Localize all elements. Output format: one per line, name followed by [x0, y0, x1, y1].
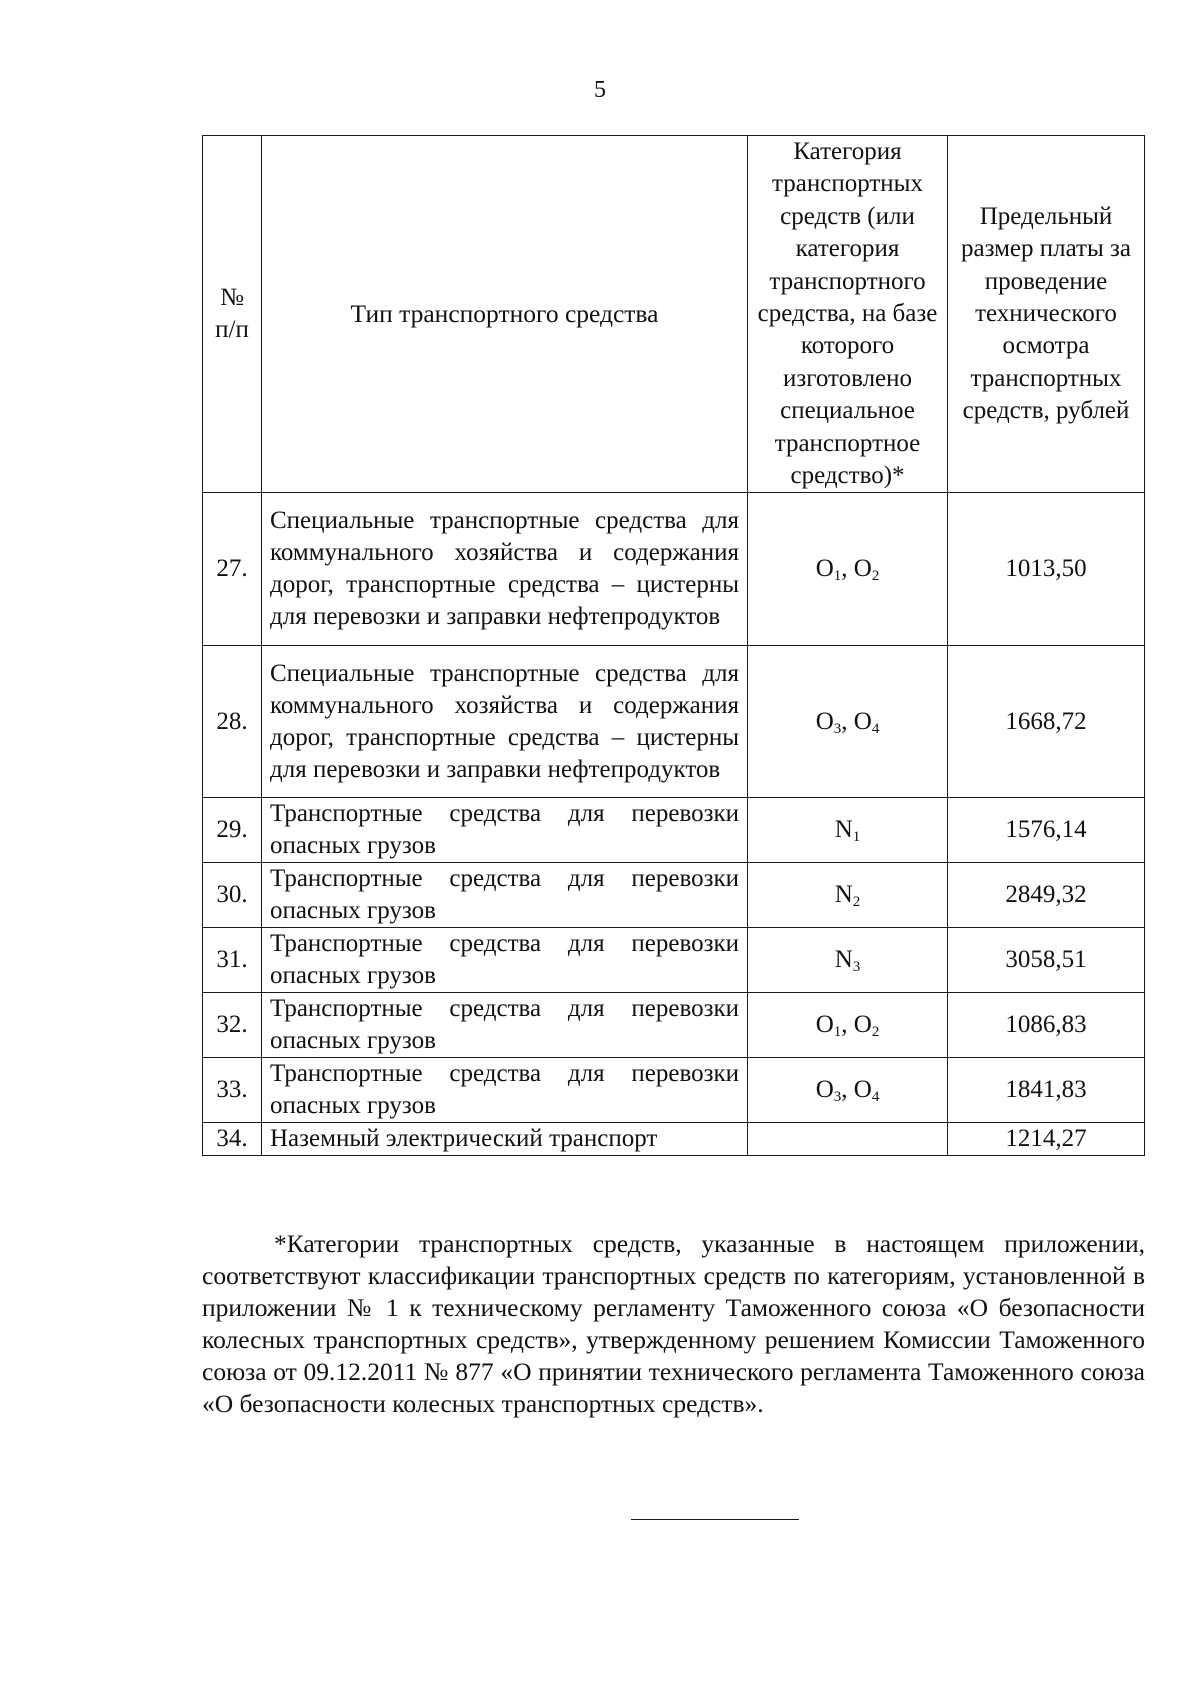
row-number: 32.: [203, 993, 262, 1058]
footnote: *Категории транспортных средств, указанные в настоящем приложении, соответствуют классификации транспортных средств по категориям, установленной в приложении № 1 к техническому регламенту Таможенного союза «О безопасности колесных транспортных средств», утвержденному решением Комиссии Таможенного союза от 09.12.2011 № 877 «О принятии технического регламента Таможенного союза «О безопасности колесных транспортных средств».: [202, 1229, 1145, 1418]
table-body: [203, 493, 1145, 1156]
row-number: 30.: [203, 863, 262, 928]
fee-amount: 1841,83: [948, 1058, 1145, 1123]
header-num: [203, 136, 262, 493]
vehicle-category: $O_1$, $O_2$: [748, 493, 948, 646]
table-row: [203, 1123, 1145, 1156]
table-row: [203, 993, 1145, 1058]
vehicle-category: $O_3$, $O_4$: [748, 646, 948, 798]
vehicle-type: Транспортные средства для перевозки опасных грузов: [262, 1058, 748, 1123]
vehicle-category: $O_1$, $O_2$: [748, 993, 948, 1058]
vehicle-type: Транспортные средства для перевозки опасных грузов: [262, 928, 748, 993]
fee-amount: 1576,14: [948, 798, 1145, 863]
table-row: [203, 1058, 1145, 1123]
fee-amount: 1013,50: [948, 493, 1145, 646]
table-row: [203, 798, 1145, 863]
header-fee: Предельный размер платы за проведение технического осмотра транспортных средств, рублей: [948, 136, 1145, 493]
vehicle-category: $N_2$: [748, 863, 948, 928]
vehicle-type: Специальные транспортные средства для коммунального хозяйства и содержания дорог, транспортные средства – цистерны для перевозки и заправки нефтепродуктов: [262, 493, 748, 646]
vehicle-type: Наземный электрический транспорт: [262, 1123, 748, 1156]
fee-table: [202, 135, 1145, 1156]
table-header-row: [203, 136, 1145, 493]
vehicle-category: [748, 1123, 948, 1156]
header-num-label: № п/п: [215, 283, 249, 344]
fee-amount: 2849,32: [948, 863, 1145, 928]
table-row: [203, 863, 1145, 928]
row-number: 31.: [203, 928, 262, 993]
fee-amount: 1086,83: [948, 993, 1145, 1058]
page-number: 5: [594, 77, 606, 103]
row-number: 29.: [203, 798, 262, 863]
closing-line: [631, 1519, 799, 1520]
header-category: Категория транспортных средств (или категория транспортного средства, на базе которого изготовлено специальное транспортное средство)*: [748, 136, 948, 493]
fee-amount: 1214,27: [948, 1123, 1145, 1156]
fee-amount: 1668,72: [948, 646, 1145, 798]
row-number: 33.: [203, 1058, 262, 1123]
vehicle-category: $N_1$: [748, 798, 948, 863]
vehicle-category: $N_3$: [748, 928, 948, 993]
table-row: [203, 493, 1145, 646]
fee-amount: 3058,51: [948, 928, 1145, 993]
row-number: 27.: [203, 493, 262, 646]
vehicle-type: Транспортные средства для перевозки опасных грузов: [262, 993, 748, 1058]
table-row: [203, 928, 1145, 993]
header-type: Тип транспортного средства: [262, 136, 748, 493]
vehicle-type: Транспортные средства для перевозки опасных грузов: [262, 863, 748, 928]
row-number: 34.: [203, 1123, 262, 1156]
table-row: [203, 646, 1145, 798]
vehicle-type: Специальные транспортные средства для коммунального хозяйства и содержания дорог, транспортные средства – цистерны для перевозки и заправки нефтепродуктов: [262, 646, 748, 798]
vehicle-category: $O_3$, $O_4$: [748, 1058, 948, 1123]
vehicle-type: Транспортные средства для перевозки опасных грузов: [262, 798, 748, 863]
row-number: 28.: [203, 646, 262, 798]
